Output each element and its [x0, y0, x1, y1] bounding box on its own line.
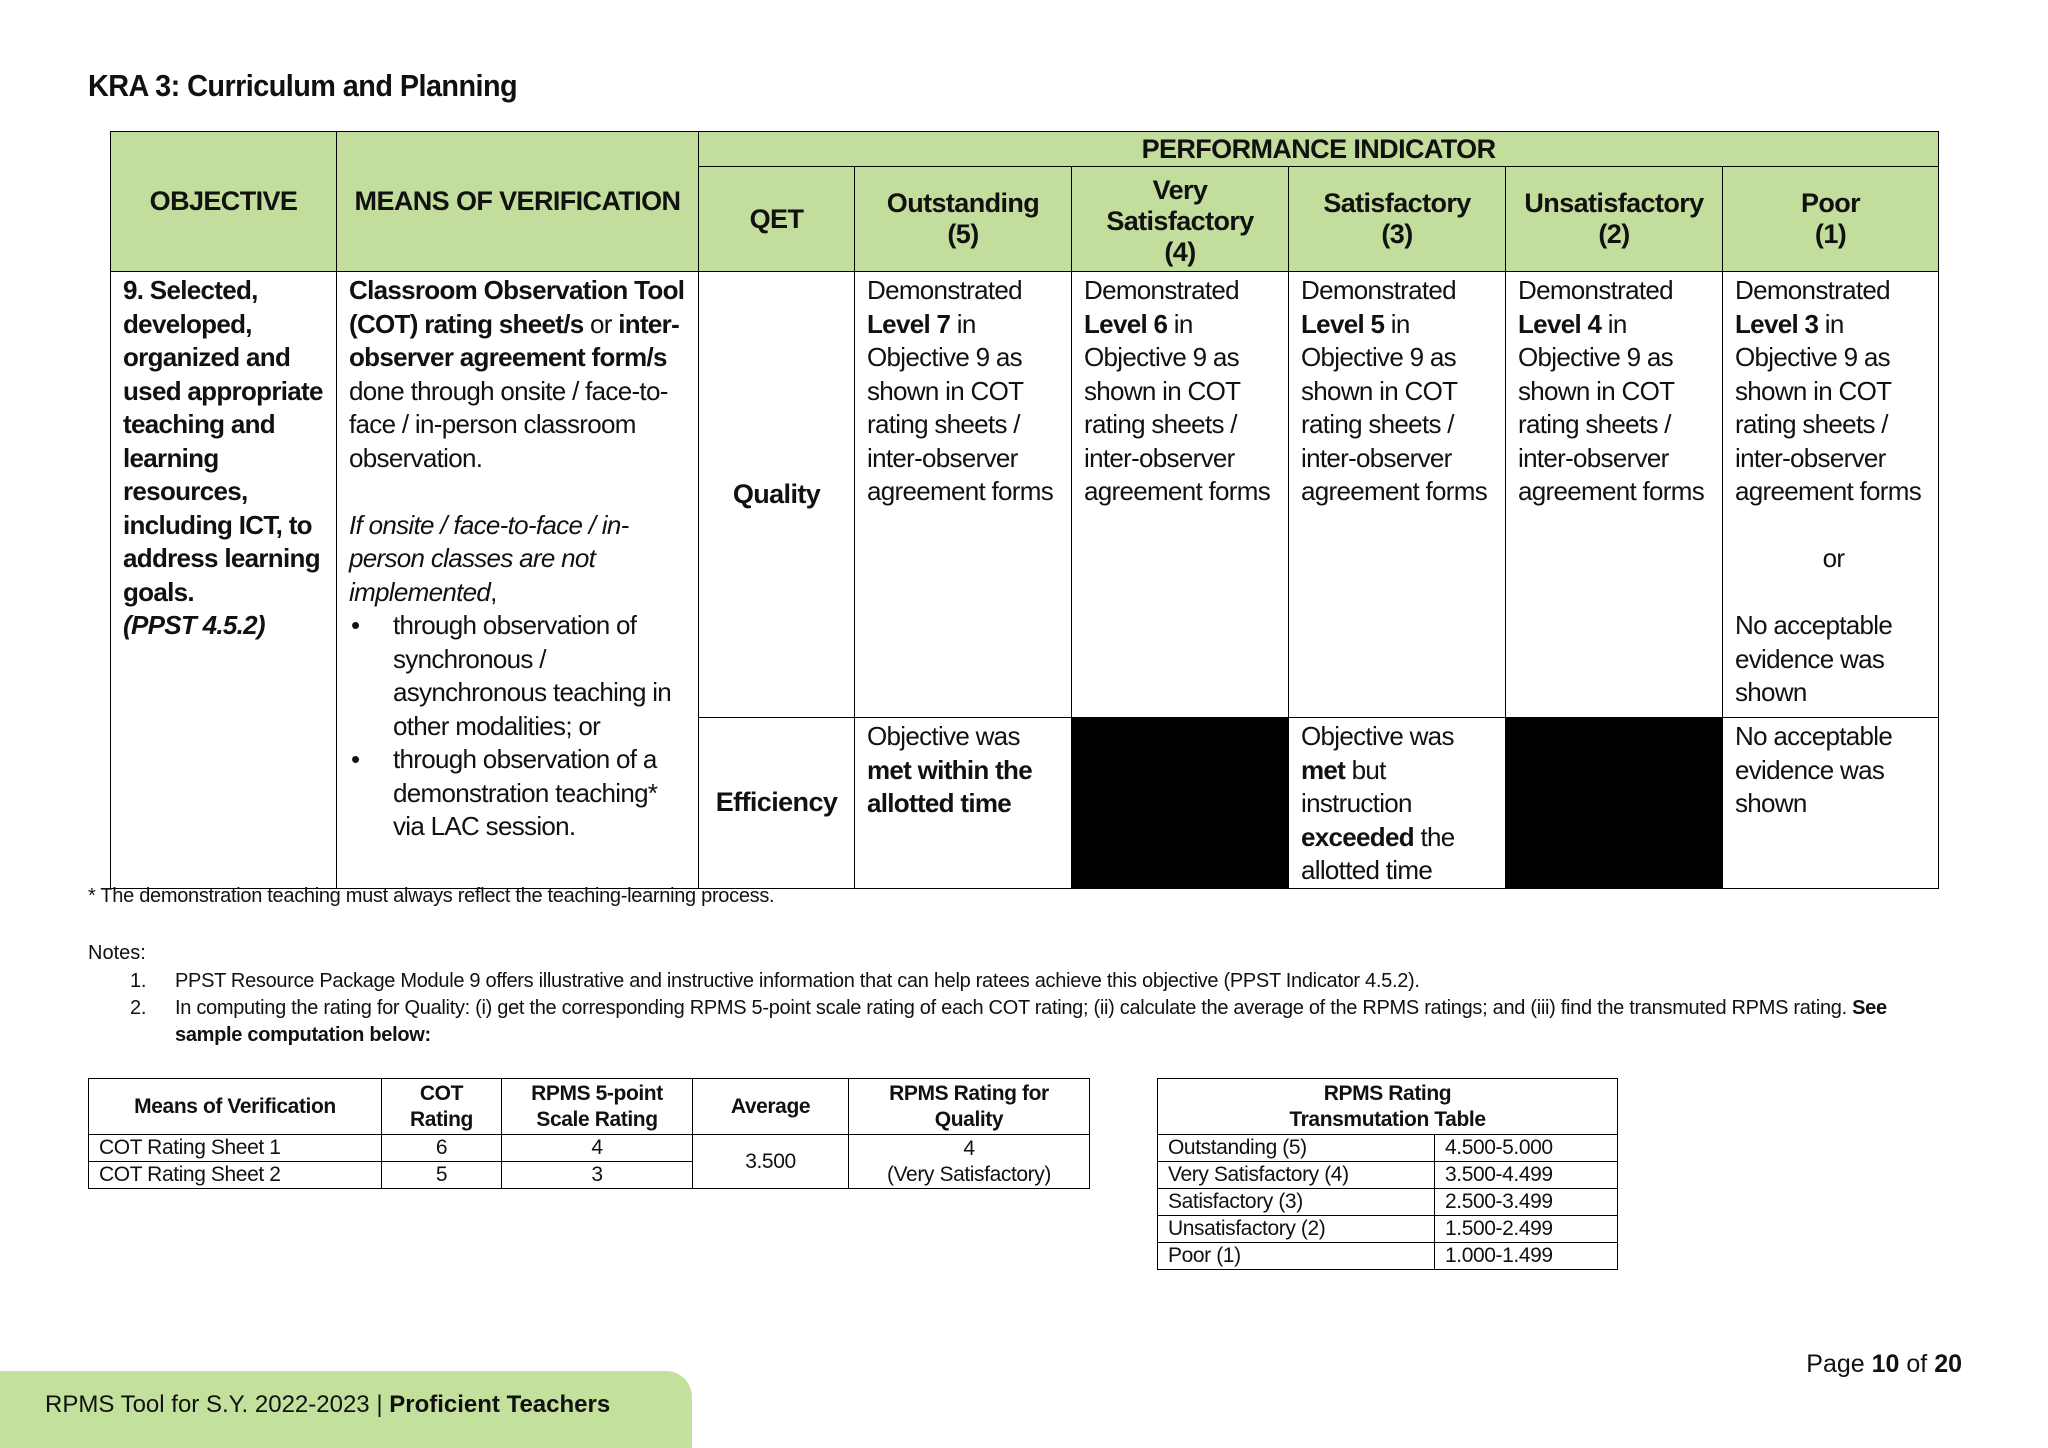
- level-header-satisfactory: Satisfactory (3): [1289, 167, 1506, 272]
- footer-text: RPMS Tool for S.Y. 2022-2023 | Proficient Teachers: [45, 1391, 611, 1418]
- objective-header: OBJECTIVE: [111, 132, 337, 272]
- quality-poor-extra: No acceptable evidence was shown: [1735, 610, 1893, 707]
- quality-unsatisfactory: Demonstrated Level 4 in Objective 9 as shown in COT rating sheets / inter-observer agreement forms: [1506, 272, 1723, 718]
- comp-rpms-cell: 3: [502, 1162, 693, 1189]
- level-header-poor: Poor (1): [1723, 167, 1939, 272]
- transmutation-title: RPMS Rating Transmutation Table: [1158, 1079, 1618, 1135]
- notes-list: [88, 968, 1958, 1049]
- sample-computation-table: [88, 1078, 1090, 1189]
- comp-mov-cell: COT Rating Sheet 2: [89, 1162, 382, 1189]
- quality-poor-or: or: [1822, 543, 1845, 573]
- level-header-outstanding: Outstanding (5): [855, 167, 1072, 272]
- mov-bold-agreement: inter-observer agreement form/s: [349, 308, 680, 372]
- efficiency-outstanding: Objective was met within the allotted time: [855, 718, 1072, 889]
- table-row: Very Satisfactory (4) 3.500-4.499: [1158, 1162, 1618, 1189]
- qet-header: QET: [699, 167, 855, 272]
- table-row: Satisfactory (3) 2.500-3.499: [1158, 1189, 1618, 1216]
- note-item: 2. In computing the rating for Quality: (i) get the corresponding RPMS 5-point scale rating of each COT rating; (ii) calculate the average of the RPMS ratings; and (iii) find the transmuted RPMS rating. See sample computation below:: [130, 997, 1887, 1046]
- quality-label: Quality: [699, 272, 855, 718]
- mov-bullets: [349, 609, 692, 844]
- performance-indicator-header: PERFORMANCE INDICATOR: [699, 132, 1939, 167]
- mov-bullet-item: • through observation of a demonstration teaching* via LAC session.: [349, 743, 692, 844]
- level-header-very-satisfactory: Very Satisfactory (4): [1072, 167, 1289, 272]
- comp-header-average: Average: [693, 1079, 849, 1135]
- mov-italic: If onsite / face-to-face / in-person classes are not implemented: [349, 509, 629, 607]
- quality-poor: Demonstrated Level 3 in Objective 9 as shown in COT rating sheets / inter-observer agreement forms or No acceptable evidence was shown: [1723, 272, 1939, 718]
- objective-code: (PPST 4.5.2): [123, 610, 265, 640]
- transmutation-table: [1157, 1078, 1618, 1270]
- mov-rest: done through onsite / face-to-face / in-person classroom observation.: [349, 375, 668, 473]
- comp-header-cot: COT Rating: [382, 1079, 502, 1135]
- comp-header-rpms: RPMS 5-point Scale Rating: [502, 1079, 693, 1135]
- note-item: 1. PPST Resource Package Module 9 offers illustrative and instructive information that can help ratees achieve this objective (PPST Indicator 4.5.2).: [130, 970, 1420, 992]
- mov-header: MEANS OF VERIFICATION: [337, 132, 699, 272]
- comp-quality-cell: 4 (Very Satisfactory): [849, 1135, 1090, 1189]
- objective-cell: [111, 272, 337, 889]
- comp-header-mov: Means of Verification: [89, 1079, 382, 1135]
- mov-comma: ,: [490, 576, 497, 607]
- comp-cot-cell: 5: [382, 1162, 502, 1189]
- footnote: * The demonstration teaching must always reflect the teaching-learning process.: [88, 885, 775, 907]
- efficiency-very-satisfactory-blank: [1072, 718, 1289, 889]
- efficiency-unsatisfactory-blank: [1506, 718, 1723, 889]
- comp-header-quality: RPMS Rating for Quality: [849, 1079, 1090, 1135]
- page-number: Page 10 of 20: [1806, 1350, 1962, 1378]
- quality-outstanding: Demonstrated Level 7 in Objective 9 as shown in COT rating sheets / inter-observer agreement forms: [855, 272, 1072, 718]
- comp-average-cell: 3.500: [693, 1135, 849, 1189]
- quality-very-satisfactory: Demonstrated Level 6 in Objective 9 as shown in COT rating sheets / inter-observer agreement forms: [1072, 272, 1289, 718]
- mov-or: or: [583, 308, 619, 339]
- efficiency-satisfactory: Objective was met but instruction exceeded the allotted time: [1289, 718, 1506, 889]
- mov-bold-cot: Classroom Observation Tool (COT) rating sheet/s: [349, 275, 685, 339]
- table-row: Unsatisfactory (2) 1.500-2.499: [1158, 1216, 1618, 1243]
- table-row: Poor (1) 1.000-1.499: [1158, 1243, 1618, 1270]
- efficiency-label: Efficiency: [699, 718, 855, 889]
- footer-tab: [0, 1371, 692, 1448]
- comp-rpms-cell: 4: [502, 1135, 693, 1162]
- kra-title: KRA 3: Curriculum and Planning: [88, 68, 518, 103]
- objective-text: 9. Selected, developed, organized and used appropriate teaching and learning resources, including ICT, to address learning goals.: [123, 275, 323, 607]
- mov-cell: [337, 272, 699, 889]
- level-header-unsatisfactory: Unsatisfactory (2): [1506, 167, 1723, 272]
- comp-cot-cell: 6: [382, 1135, 502, 1162]
- performance-indicator-table: [110, 131, 1939, 889]
- notes-title: Notes:: [88, 942, 146, 964]
- quality-satisfactory: Demonstrated Level 5 in Objective 9 as shown in COT rating sheets / inter-observer agreement forms: [1289, 272, 1506, 718]
- efficiency-poor: No acceptable evidence was shown: [1723, 718, 1939, 889]
- mov-bullet-item: • through observation of synchronous / asynchronous teaching in other modalities; or: [349, 609, 692, 743]
- table-row: Outstanding (5) 4.500-5.000: [1158, 1135, 1618, 1162]
- comp-mov-cell: COT Rating Sheet 1: [89, 1135, 382, 1162]
- table-row: [89, 1135, 1090, 1162]
